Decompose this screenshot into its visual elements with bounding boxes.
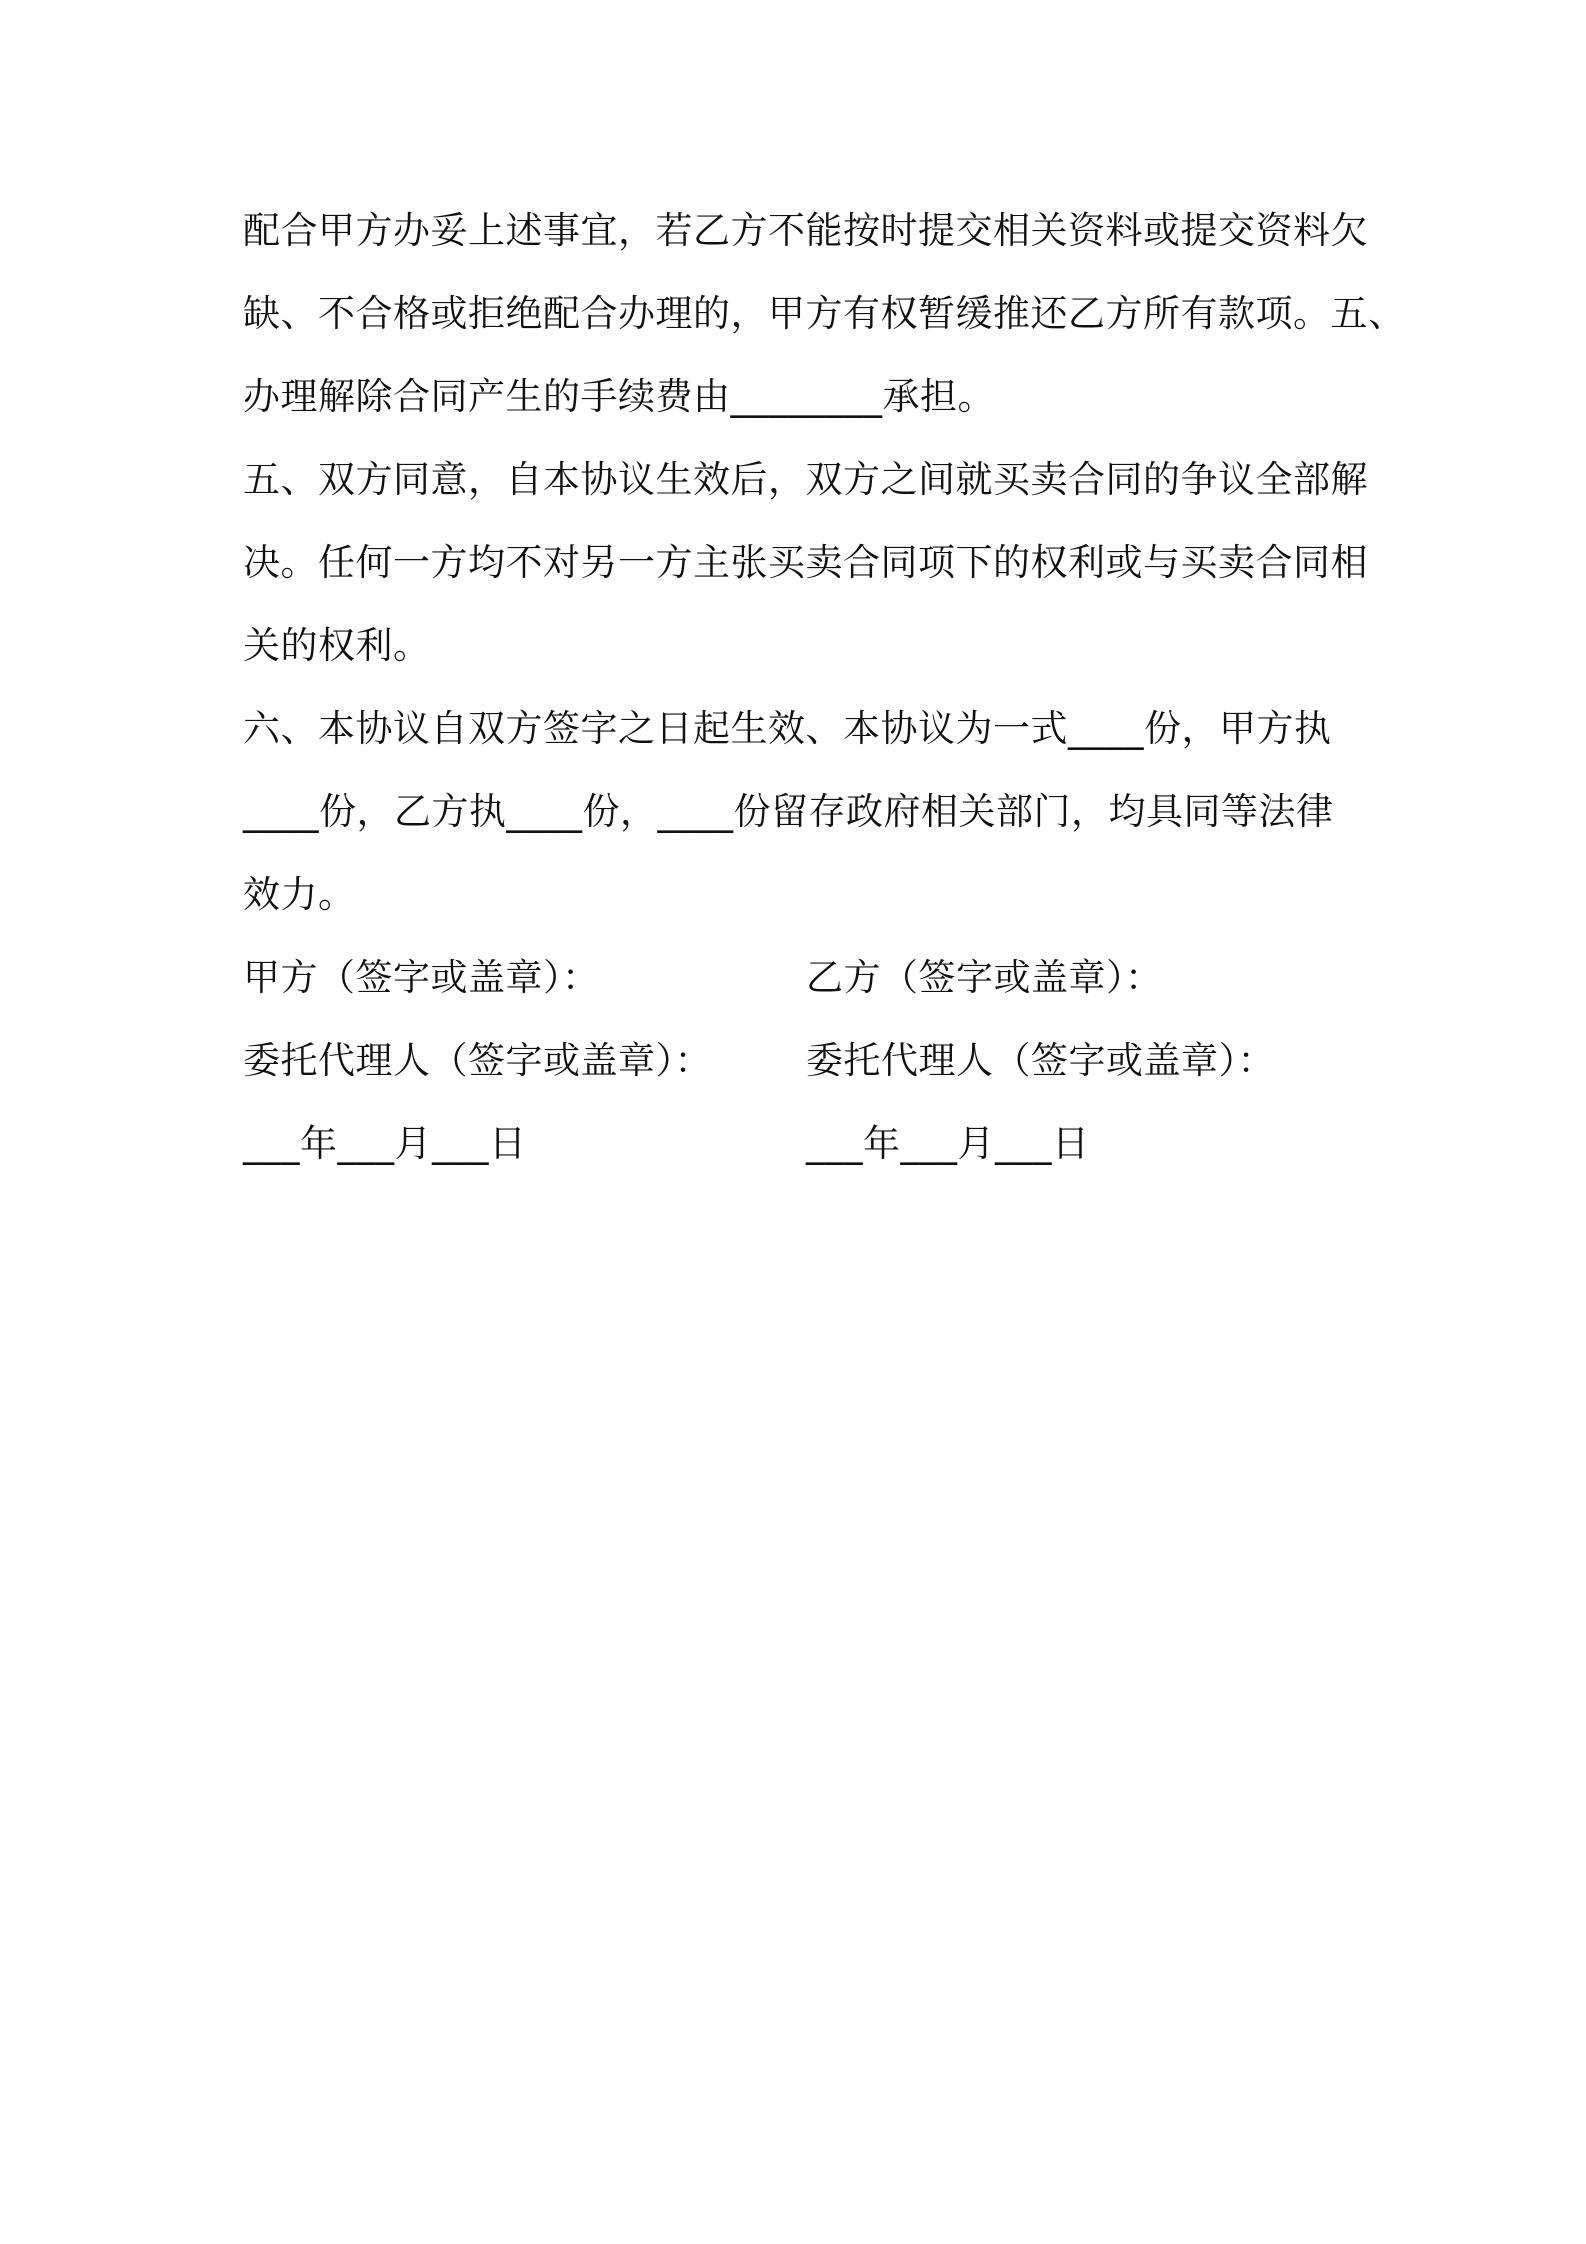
agent-a-signature-label: 委托代理人（签字或盖章）： xyxy=(243,1039,712,1082)
paragraph-line-8: ____份，乙方执____份，____份留存政府相关部门，均具同等法律 xyxy=(243,790,1334,833)
paragraph-line-4: 五、双方同意，自本协议生效后，双方之间就买卖合同的争议全部解 xyxy=(243,458,1368,501)
date-a-line: ___年___月___日 xyxy=(243,1122,527,1165)
paragraph-line-9: 效力。 xyxy=(243,873,356,916)
paragraph-line-6: 关的权利。 xyxy=(243,624,431,667)
date-b-line: ___年___月___日 xyxy=(806,1122,1090,1165)
paragraph-line-1: 配合甲方办妥上述事宜，若乙方不能按时提交相关资料或提交资料欠 xyxy=(243,209,1368,252)
agent-b-signature-label: 委托代理人（签字或盖章）： xyxy=(806,1039,1275,1082)
paragraph-line-2: 缺、不合格或拒绝配合办理的，甲方有权暂缓推还乙方所有款项。五、 xyxy=(243,292,1406,335)
paragraph-line-7: 六、本协议自双方签字之日起生效、本协议为一式____份，甲方执 xyxy=(243,707,1332,750)
paragraph-line-5: 决。任何一方均不对另一方主张买卖合同项下的权利或与买卖合同相 xyxy=(243,541,1368,584)
paragraph-line-3: 办理解除合同产生的手续费由________承担。 xyxy=(243,375,995,418)
party-a-signature-label: 甲方（签字或盖章）： xyxy=(243,956,600,999)
party-b-signature-label: 乙方（签字或盖章）： xyxy=(806,956,1163,999)
